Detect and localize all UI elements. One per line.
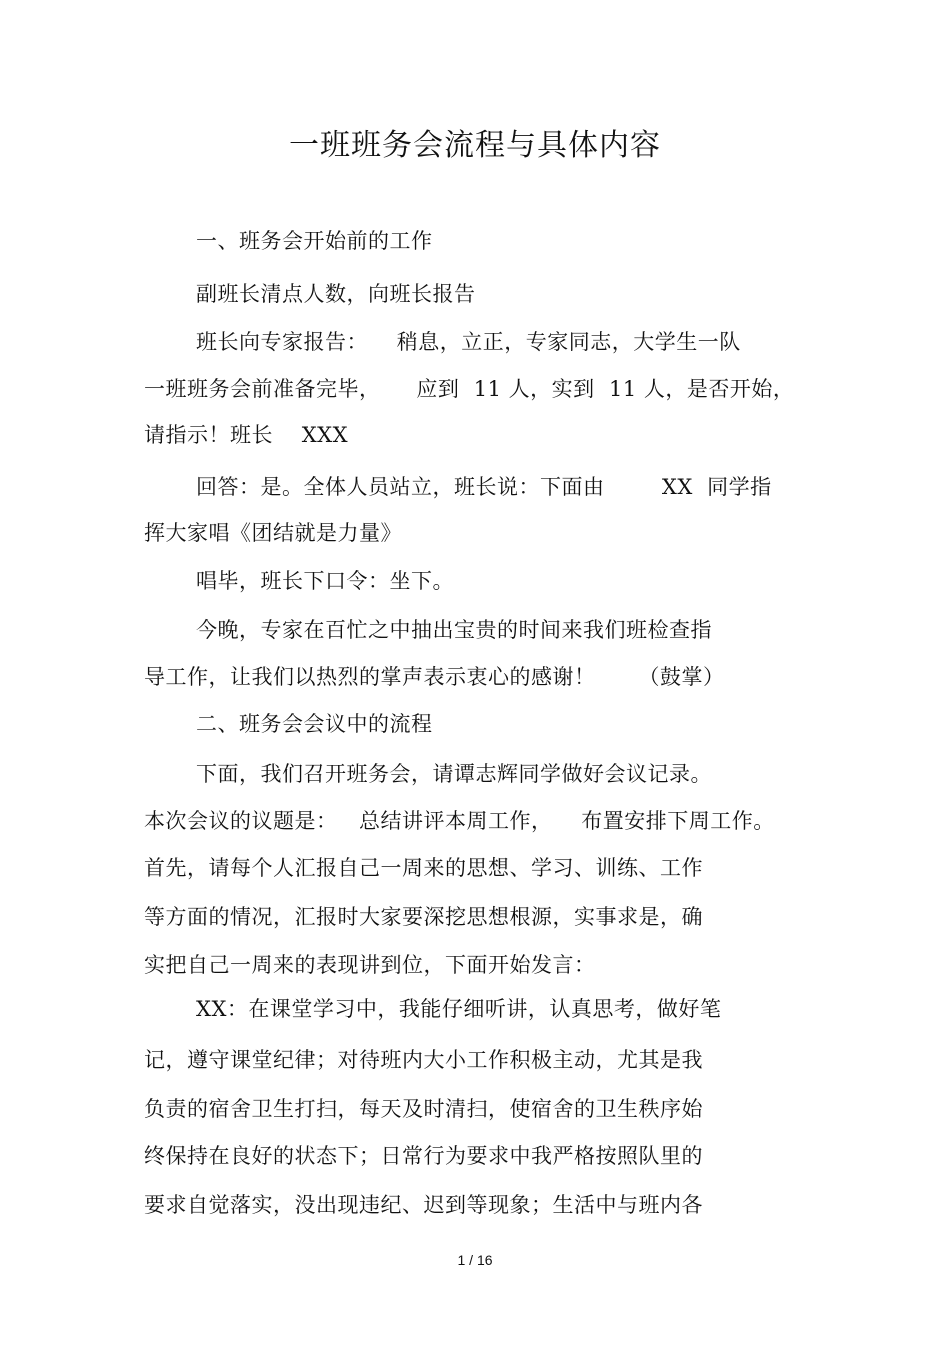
paragraph-line: 要求自觉落实，没出现违纪、迟到等现象；生活中与班内各	[144, 1193, 703, 1217]
paragraph-line: 副班长清点人数，向班长报告	[196, 282, 476, 306]
paragraph-line: 本次会议的议题是： 总结讲评本周工作， 布置安排下周工作。	[144, 809, 775, 833]
section-heading-2: 二、班务会会议中的流程	[196, 712, 433, 736]
paragraph-line: 唱毕，班长下口令：坐下。	[196, 569, 454, 593]
paragraph-line: 等方面的情况，汇报时大家要深挖思想根源，实事求是，确	[144, 905, 703, 929]
paragraph-line: 一班班务会前准备完毕， 应到 11 人，实到 11 人，是否开始，	[144, 377, 795, 401]
paragraph-line: XX：在课堂学习中，我能仔细听讲，认真思考，做好笔	[196, 997, 722, 1021]
paragraph-line: 班长向专家报告： 稍息，立正，专家同志，大学生一队	[196, 330, 741, 354]
paragraph-line: 记，遵守课堂纪律；对待班内大小工作积极主动，尤其是我	[144, 1048, 703, 1072]
paragraph-line: 实把自己一周来的表现讲到位，下面开始发言：	[144, 953, 596, 977]
paragraph-line: 终保持在良好的状态下；日常行为要求中我严格按照队里的	[144, 1144, 703, 1168]
paragraph-line: 下面，我们召开班务会，请谭志辉同学做好会议记录。	[196, 762, 712, 786]
paragraph-line: 回答：是。全体人员站立，班长说：下面由 XX 同学指	[196, 475, 772, 499]
section-heading-1: 一、班务会开始前的工作	[196, 229, 433, 253]
paragraph-line: 今晚，专家在百忙之中抽出宝贵的时间来我们班检查指	[196, 618, 712, 642]
paragraph-line: 请指示！班长 XXX	[144, 423, 349, 447]
paragraph-line: 首先，请每个人汇报自己一周来的思想、学习、训练、工作	[144, 856, 703, 880]
paragraph-line: 负责的宿舍卫生打扫，每天及时清扫，使宿舍的卫生秩序始	[144, 1097, 703, 1121]
paragraph-line: 挥大家唱《团结就是力量》	[144, 521, 402, 545]
page-number: 1 / 16	[457, 1252, 493, 1268]
document-title: 一班班务会流程与具体内容	[289, 128, 661, 163]
paragraph-line: 导工作，让我们以热烈的掌声表示衷心的感谢！ （鼓掌）	[144, 665, 725, 689]
